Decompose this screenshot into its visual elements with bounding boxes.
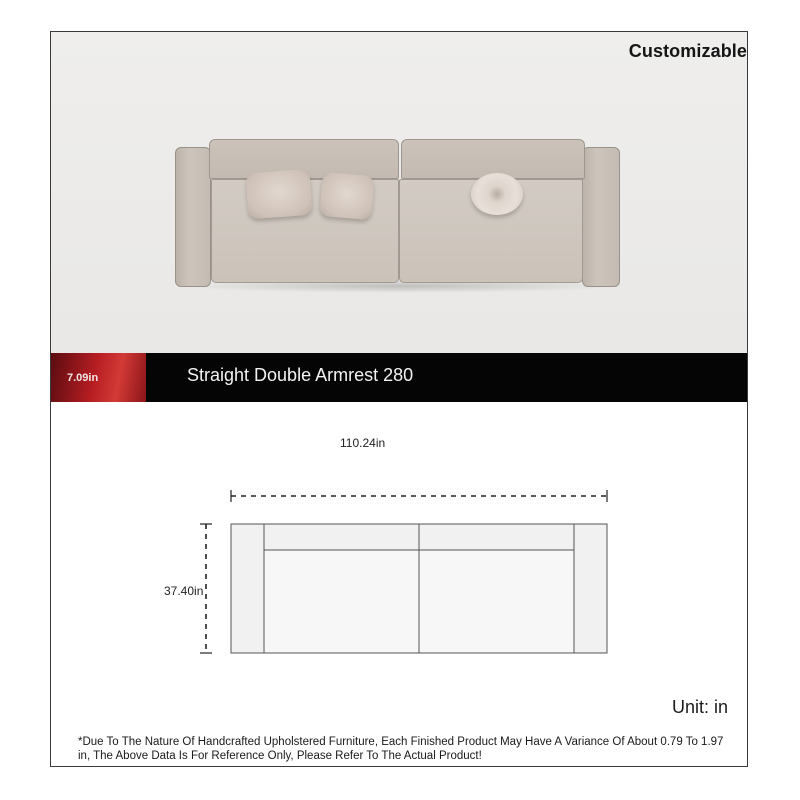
width-dimension-line xyxy=(231,490,607,502)
disclaimer-note: *Due To The Nature Of Handcrafted Upholstered Furniture, Each Finished Product May Have A Variance Of About 0.79 To 1.97 in, The Above Data Is For Reference Only, Please Refer To The Actual Product! xyxy=(78,736,724,762)
seat-thickness-label: 7.09in xyxy=(67,372,99,384)
model-title: Straight Double Armrest 280 xyxy=(187,365,414,385)
width-label: 110.24in xyxy=(340,436,386,450)
customizable-label: Customizable xyxy=(628,41,747,61)
depth-label: 37.40in xyxy=(164,584,204,598)
sofa-outline xyxy=(231,524,607,653)
unit-label: Unit: in xyxy=(672,697,729,717)
